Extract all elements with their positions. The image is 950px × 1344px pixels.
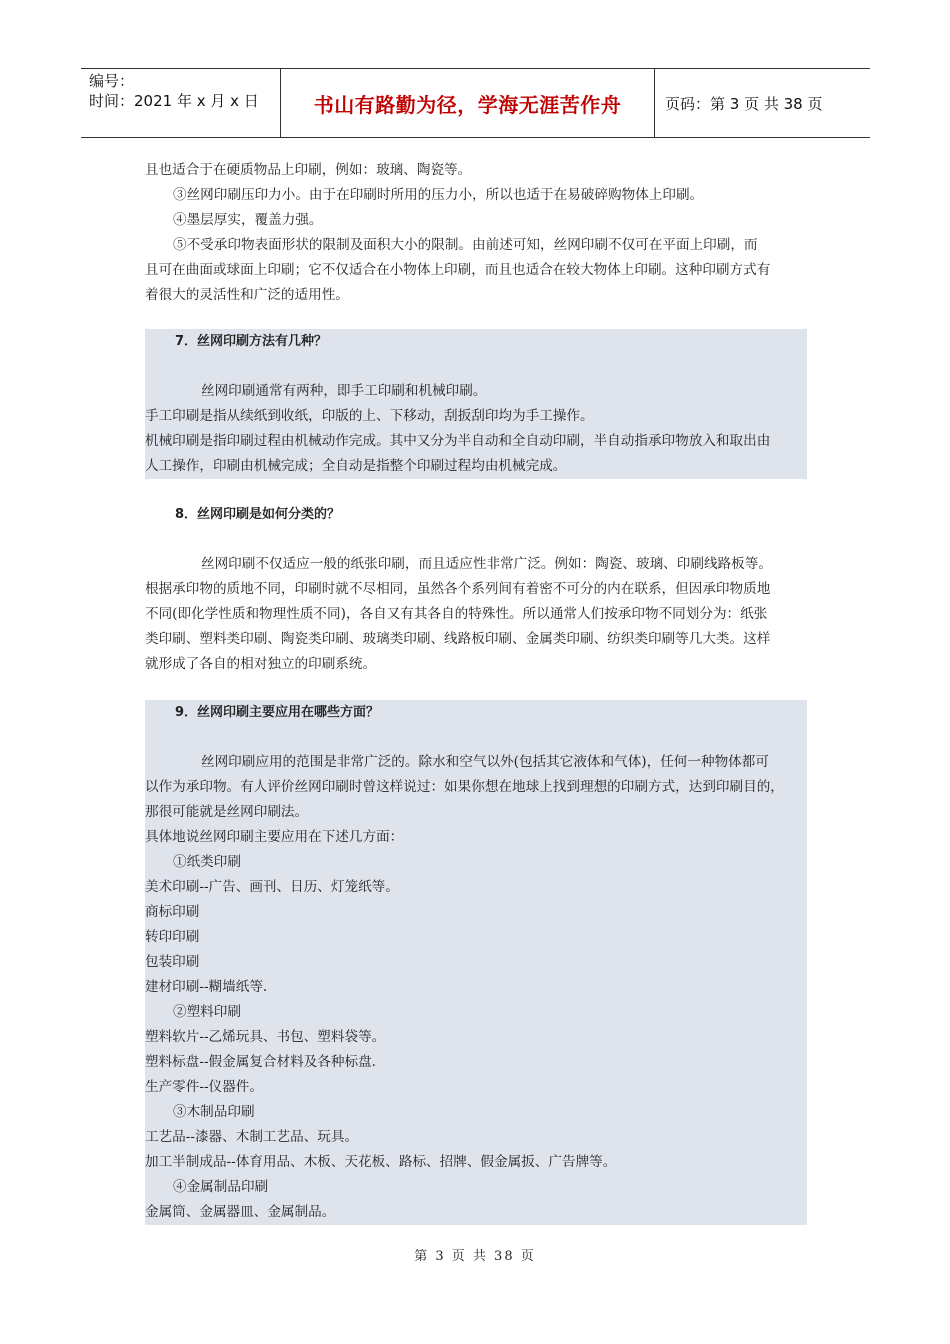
paragraph-line: ⑤不受承印物表面形状的限制及面积大小的限制。由前述可知，丝网印刷不仅可在平面上印刷，而 [173,237,758,253]
header-page-info: 页码：第 3 页 共 38 页 [665,94,823,113]
spacer [145,479,807,502]
page-footer: 第 3 页 共 38 页 [414,1249,536,1264]
paragraph-line: ④墨层厚实，覆盖力强。 [173,212,323,228]
paragraph-line: 丝网印刷应用的范围是非常广泛的。除水和空气以外(包括其它液体和气体)，任何一种物体都可 [201,754,769,770]
section-title: 9．丝网印刷主要应用在哪些方面？ [175,705,380,720]
paragraph-line: 具体地说丝网印刷主要应用在下述几方面： [145,829,404,845]
spacer [145,308,807,329]
paragraph-line: 以作为承印物。有人评价丝网印刷时曾这样说过：如果你想在地球上找到理想的印刷方式，达到印刷目的， [145,779,784,795]
list-item: 建材印刷--糊墙纸等. [145,979,268,995]
section-title: 7．丝网印刷方法有几种？ [175,334,328,349]
section-9 [145,700,807,1225]
paragraph-line: 人工操作，印刷由机械完成；全自动是指整个印刷过程均由机械完成。 [145,458,567,474]
paragraph-line: 且也适合于在硬质物品上印刷，例如：玻璃、陶瓷等。 [145,162,472,178]
list-heading: ④金属制品印刷 [173,1179,269,1195]
list-item: 塑料软片--乙烯玩具、书包、塑料袋等。 [145,1029,386,1045]
list-item: 美术印刷--广告、画刊、日历、灯笼纸等。 [145,879,399,895]
number-label: 编号： [89,72,135,90]
header-meta [81,69,281,137]
list-item: 包装印刷 [145,954,200,970]
list-item: 生产零件--仪器件。 [145,1079,263,1095]
section-8 [145,502,807,677]
section-7 [145,329,807,479]
list-item: 转印印刷 [145,929,200,945]
paragraph-line: 机械印刷是指印刷过程由机械动作完成。其中又分为半自动和全自动印刷，半自动指承印物放入和取出由 [145,433,771,449]
list-item: 金属筒、金属器皿、金属制品。 [145,1204,336,1220]
list-heading: ②塑料印刷 [173,1004,241,1020]
paragraph-line: 不同(即化学性质和物理性质不同)，各自又有其各自的特殊性。所以通常人们按承印物不同划分为：纸张 [145,606,768,622]
document-body [145,158,807,1225]
section-title: 8．丝网印刷是如何分类的？ [175,507,341,522]
paragraph-line: 就形成了各自的相对独立的印刷系统。 [145,656,377,672]
paragraph-line: 丝网印刷不仅适应一般的纸张印刷，而且适应性非常广泛。例如：陶瓷、玻璃、印刷线路板等。 [201,556,772,572]
list-heading: ①纸类印刷 [173,854,241,870]
spacer [145,354,807,379]
spacer [145,677,807,700]
paragraph-line: 着很大的灵活性和广泛的适用性。 [145,287,349,303]
list-item: 塑料标盘--假金属复合材料及各种标盘. [145,1054,377,1070]
spacer [145,527,807,552]
time-label: 时间：2021 年 x 月 x 日 [89,92,259,110]
list-item: 商标印刷 [145,904,200,920]
paragraph-line: 根据承印物的质地不同，印刷时就不尽相同，虽然各个系列间有着密不可分的内在联系，但因承印物质地 [145,581,771,597]
header-motto: 书山有路勤为径，学海无涯苦作舟 [281,69,655,137]
paragraph-line: 那很可能就是丝网印刷法。 [145,804,309,820]
list-item: 加工半制成品--体育用品、木板、天花板、路标、招牌、假金属扳、广告牌等。 [145,1154,617,1170]
paragraph-line: 手工印刷是指从续纸到收纸，印版的上、下移动，刮扳刮印均为手工操作。 [145,408,594,424]
paragraph-line: 类印刷、塑料类印刷、陶瓷类印刷、玻璃类印刷、线路板印刷、金属类印刷、纺织类印刷等几大类。这样 [145,631,771,647]
list-heading: ③木制品印刷 [173,1104,255,1120]
spacer [145,725,807,750]
paragraph-line: 且可在曲面或球面上印刷；它不仅适合在小物体上印刷，而且也适合在较大物体上印刷。这种印刷方式有 [145,262,771,278]
list-item: 工艺品--漆器、木制工艺品、玩具。 [145,1129,359,1145]
paragraph-line: ③丝网印刷压印力小。由于在印刷时所用的压力小，所以也适于在易破碎购物体上印刷。 [173,187,704,203]
page-header [81,68,870,138]
paragraph-line: 丝网印刷通常有两种，即手工印刷和机械印刷。 [201,383,487,399]
